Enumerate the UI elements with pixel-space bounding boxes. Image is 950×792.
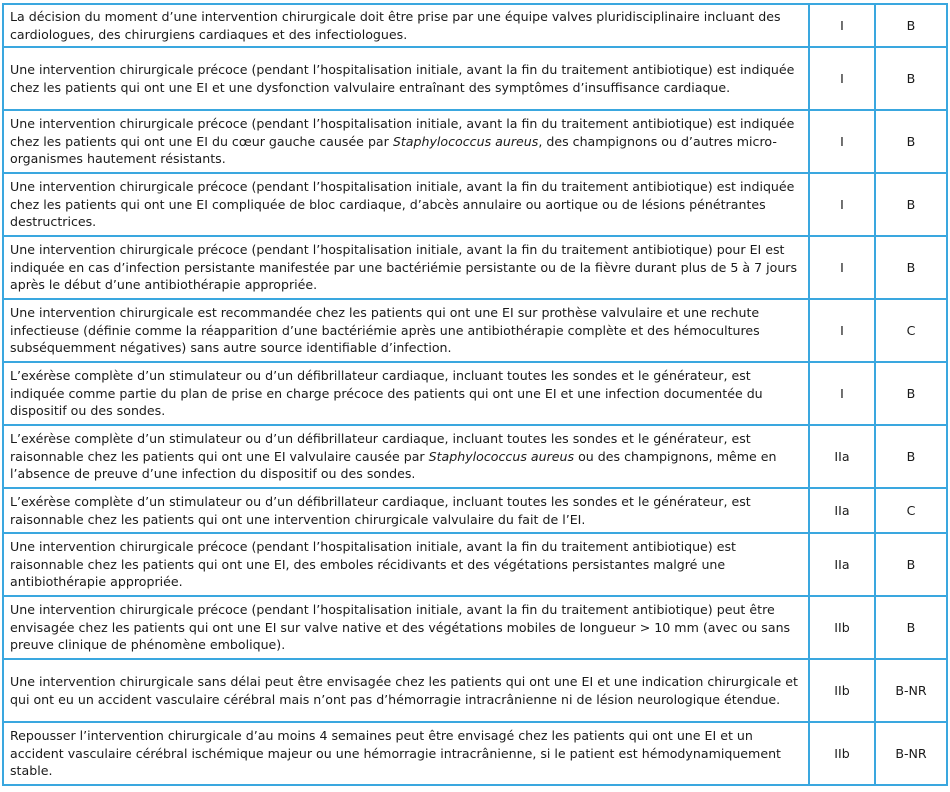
table-row [3, 299, 947, 362]
evidence-level: B [875, 110, 947, 173]
recommendation-class: IIa [809, 425, 875, 488]
evidence-level: B [875, 47, 947, 110]
recommendation-text [3, 299, 809, 362]
recommendation-text [3, 4, 809, 47]
table-body [3, 4, 947, 785]
text-segment: Une intervention chirurgicale précoce (pendant l’hospitalisation initiale, avant la fin du traitement antibiotique) est indiquée chez les patients qui ont une EI compliquée de bloc cardiaque, d’abcès annulaire ou aortique ou de lésions pénétrantes destructrices. [10, 179, 795, 230]
text-segment: Une intervention chirurgicale précoce (pendant l’hospitalisation initiale, avant la fin du traitement antibiotique) est raisonnable chez les patients qui ont une EI, des emboles récidivants et des végétations persistantes malgré une antibiothérapie appropriée. [10, 539, 736, 590]
table-row [3, 596, 947, 659]
table-row [3, 722, 947, 785]
table-row [3, 47, 947, 110]
organism-name: Staphylococcus aureus [392, 133, 539, 149]
text-segment: La décision du moment d’une intervention chirurgicale doit être prise par une équipe valves pluridisciplinaire incluant des cardiologues, des chirurgiens cardiaques et des infectiologues. [10, 9, 781, 42]
text-segment: Une intervention chirurgicale précoce (pendant l’hospitalisation initiale, avant la fin du traitement antibiotique) est indiquée chez les patients qui ont une EI et une dysfonction valvulaire entraînant des symptômes d’insuffisance cardiaque. [10, 62, 795, 95]
recommendation-class: I [809, 4, 875, 47]
text-segment: Une intervention chirurgicale précoce (pendant l’hospitalisation initiale, avant la fin du traitement antibiotique) est indiquée chez les patients qui ont une EI du cœur gauche causée par [10, 116, 795, 149]
table-row [3, 659, 947, 722]
recommendation-text [3, 110, 809, 173]
recommendation-text [3, 659, 809, 722]
recommendation-text [3, 173, 809, 236]
recommendation-class: I [809, 110, 875, 173]
text-segment: Une intervention chirurgicale sans délai peut être envisagée chez les patients qui ont une EI et une indication chirurgicale et qui ont eu un accident vasculaire cérébral mais n’ont pas d’hémorragie intracrânienne ni de lésion neurologique étendue. [10, 674, 798, 707]
evidence-level: B [875, 4, 947, 47]
text-segment: Une intervention chirurgicale précoce (pendant l’hospitalisation initiale, avant la fin du traitement antibiotique) peut être envisagée chez les patients qui ont une EI sur valve native et des végétations mobiles de longueur > 10 mm (avec ou sans preuve clinique de phénomène embolique). [10, 602, 791, 653]
organism-name: Staphylococcus aureus [428, 448, 575, 464]
evidence-level: B [875, 533, 947, 596]
text-segment: Une intervention chirurgicale est recommandée chez les patients qui ont une EI sur prothèse valvulaire et une rechute infectieuse (définie comme la réapparition d’une bactériémie après une antibiothérapie complète et des hémocultures subséquemment négatives) sans autre source identifiable d’infection. [10, 305, 760, 356]
recommendation-class: I [809, 299, 875, 362]
table-row [3, 362, 947, 425]
text-segment: L’exérèse complète d’un stimulateur ou d’un défibrillateur cardiaque, incluant toutes les sondes et le générateur, est raisonnable chez les patients qui ont une EI valvulaire causée par [10, 431, 751, 464]
recommendation-class: IIa [809, 488, 875, 533]
evidence-level: B-NR [875, 659, 947, 722]
text-segment: , des champignons ou d’autres micro-organismes hautement résistants. [10, 133, 777, 167]
recommendation-class: IIa [809, 533, 875, 596]
recommendation-class: I [809, 236, 875, 299]
evidence-level: C [875, 299, 947, 362]
evidence-level: B [875, 362, 947, 425]
recommendation-class: I [809, 362, 875, 425]
recommendation-text [3, 488, 809, 533]
table-row [3, 110, 947, 173]
recommendation-class: IIb [809, 596, 875, 659]
recommendation-text [3, 533, 809, 596]
evidence-level: B [875, 236, 947, 299]
text-segment: L’exérèse complète d’un stimulateur ou d’un défibrillateur cardiaque, incluant toutes les sondes et le générateur, est indiquée comme partie du plan de prise en charge précoce des patients qui ont une EI et une infection documentée du dispositif ou des sondes. [10, 368, 763, 419]
table-row [3, 425, 947, 488]
table-row [3, 4, 947, 47]
evidence-level: C [875, 488, 947, 533]
recommendation-class: IIb [809, 722, 875, 785]
evidence-level: B [875, 596, 947, 659]
recommendation-text [3, 362, 809, 425]
text-segment: ou des champignons, même en l’absence de preuve d’une infection du dispositif ou des sondes. [10, 448, 777, 482]
evidence-level: B [875, 425, 947, 488]
recommendation-text [3, 425, 809, 488]
recommendation-text [3, 47, 809, 110]
table-row [3, 173, 947, 236]
table-row [3, 488, 947, 533]
evidence-level: B [875, 173, 947, 236]
evidence-level: B-NR [875, 722, 947, 785]
text-segment: L’exérèse complète d’un stimulateur ou d’un défibrillateur cardiaque, incluant toutes les sondes et le générateur, est raisonnable chez les patients qui ont une intervention chirurgicale valvulaire du fait de l’EI. [10, 494, 751, 527]
table-row [3, 236, 947, 299]
text-segment: Une intervention chirurgicale précoce (pendant l’hospitalisation initiale, avant la fin du traitement antibiotique) pour EI est indiquée en cas d’infection persistante manifestée par une bactériémie persistante ou de la fièvre durant plus de 5 à 7 jours après le début d’une antibiothérapie appropriée. [10, 242, 798, 293]
recommendation-text [3, 236, 809, 299]
recommendation-text [3, 722, 809, 785]
recommendation-text [3, 596, 809, 659]
recommendation-class: IIb [809, 659, 875, 722]
recommendation-class: I [809, 47, 875, 110]
recommendation-class: I [809, 173, 875, 236]
text-segment: Repousser l’intervention chirurgicale d’au moins 4 semaines peut être envisagé chez les patients qui ont une EI et un accident vasculaire cérébral ischémique majeur ou une hémorragie intracrânienne, si le patient est hémodynamiquement stable. [10, 728, 781, 779]
table-row [3, 533, 947, 596]
recommendations-table [2, 3, 948, 786]
